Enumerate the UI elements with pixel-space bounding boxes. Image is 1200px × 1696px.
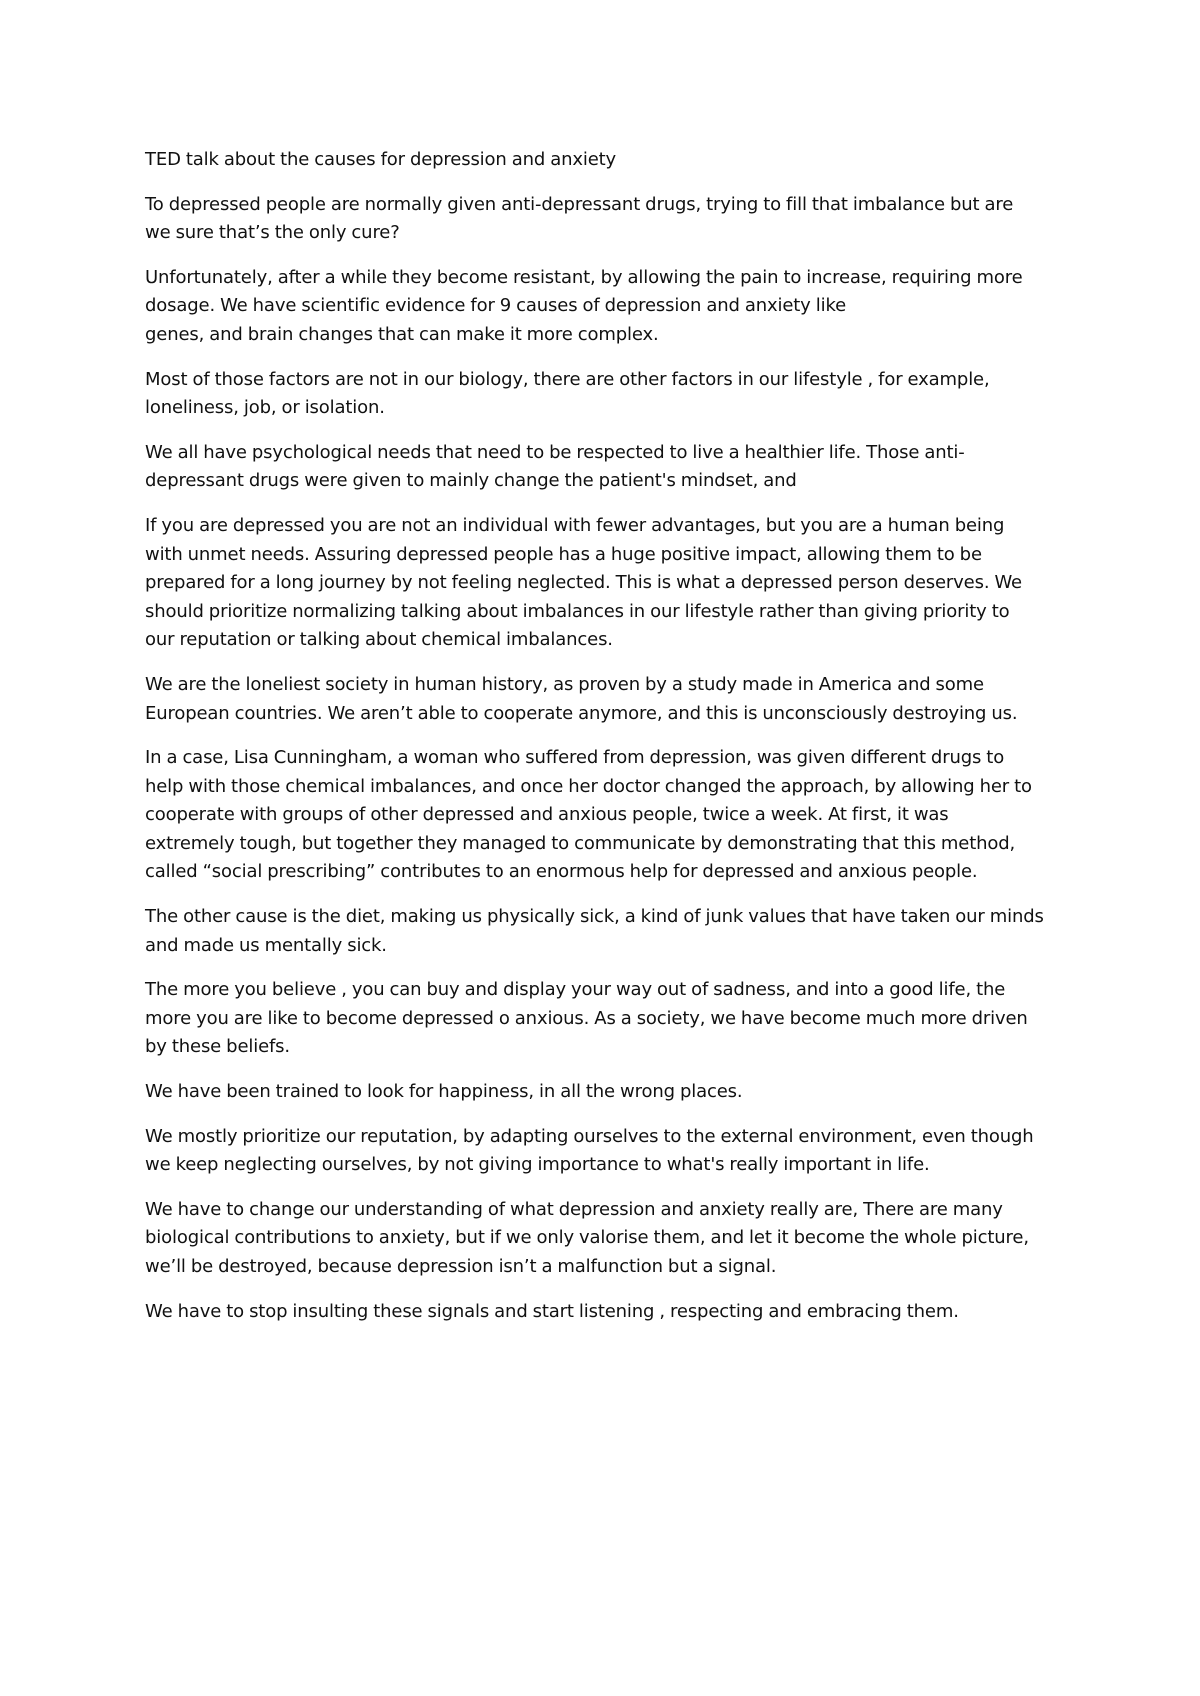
text-line: extremely tough, but together they managed to communicate by demonstrating that this method, <box>145 832 1016 854</box>
paragraph-list <box>145 191 1080 1327</box>
text-line: cooperate with groups of other depressed and anxious people, twice a week. At first, it was <box>145 804 949 826</box>
paragraph <box>145 1298 1080 1327</box>
text-line: we sure that’s the only cure? <box>145 222 400 244</box>
paragraph <box>145 1123 1080 1180</box>
document-body <box>145 146 1080 1342</box>
text-line: we’ll be destroyed, because depression isn’t a malfunction but a signal. <box>145 1256 777 1277</box>
title-line: TED talk about the causes for depression and anxiety <box>145 149 617 170</box>
text-line: We have to stop insulting these signals and start listening , respecting and embracing them. <box>145 1300 959 1322</box>
paragraph <box>145 512 1080 655</box>
text-line: European countries. We aren’t able to cooperate anymore, and this is unconsciously destroying us. <box>145 702 1018 724</box>
text-line: our reputation or talking about chemical imbalances. <box>145 629 613 651</box>
text-line: In a case, Lisa Cunningham, a woman who suffered from depression, was given different drugs to <box>145 747 1005 769</box>
text-line: should prioritize normalizing talking about imbalances in our lifestyle rather than giving priority to <box>145 600 1010 622</box>
paragraph <box>145 366 1080 423</box>
text-line: with unmet needs. Assuring depressed people has a huge positive impact, allowing them to be <box>145 543 982 565</box>
text-line: dosage. We have scientific evidence for 9 causes of depression and anxiety like <box>145 295 847 317</box>
paragraph <box>145 744 1080 887</box>
text-line: genes, and brain changes that can make it more complex. <box>145 323 659 345</box>
text-line: We have to change our understanding of what depression and anxiety really are, There are many <box>145 1198 1003 1220</box>
paragraph <box>145 1078 1080 1107</box>
text-line: Unfortunately, after a while they become resistant, by allowing the pain to increase, requiring more <box>145 266 1023 288</box>
text-line: We have been trained to look for happiness, in all the wrong places. <box>145 1081 743 1103</box>
text-line: biological contributions to anxiety, but if we only valorise them, and let it become the whole picture, <box>145 1227 1029 1249</box>
paragraph <box>145 264 1080 350</box>
paragraph <box>145 671 1080 728</box>
text-line: by these beliefs. <box>145 1036 290 1058</box>
text-line: called “social prescribing” contributes to an enormous help for depressed and anxious people. <box>145 861 978 883</box>
text-line: We mostly prioritize our reputation, by adapting ourselves to the external environment, even though <box>145 1125 1034 1147</box>
text-line: help with those chemical imbalances, and once her doctor changed the approach, by allowing her to <box>145 775 1032 797</box>
text-line: Most of those factors are not in our biology, there are other factors in our lifestyle , for example, <box>145 368 990 390</box>
text-line: depressant drugs were given to mainly change the patient's mindset, and <box>145 470 797 492</box>
text-line: To depressed people are normally given anti-depressant drugs, trying to fill that imbalance but are <box>145 193 1014 215</box>
text-line: we keep neglecting ourselves, by not giving importance to what's really important in life. <box>145 1154 930 1176</box>
text-line: If you are depressed you are not an individual with fewer advantages, but you are a human being <box>145 514 1005 536</box>
text-line: more you are like to become depressed o anxious. As a society, we have become much more driven <box>145 1007 1028 1029</box>
paragraph <box>145 1196 1080 1282</box>
text-line: We all have psychological needs that need to be respected to live a healthier life. Those anti- <box>145 441 965 463</box>
text-line: and made us mentally sick. <box>145 934 387 956</box>
paragraph <box>145 976 1080 1062</box>
text-line: We are the loneliest society in human history, as proven by a study made in America and some <box>145 673 984 695</box>
text-line: loneliness, job, or isolation. <box>145 397 385 419</box>
document-title <box>145 146 1080 175</box>
paragraph <box>145 439 1080 496</box>
paragraph <box>145 191 1080 248</box>
text-line: The other cause is the diet, making us physically sick, a kind of junk values that have taken our minds <box>145 906 1044 928</box>
text-line: prepared for a long journey by not feeling neglected. This is what a depressed person deserves. We <box>145 572 1022 594</box>
paragraph <box>145 903 1080 960</box>
text-line: The more you believe , you can buy and display your way out of sadness, and into a good life, the <box>145 979 1006 1001</box>
